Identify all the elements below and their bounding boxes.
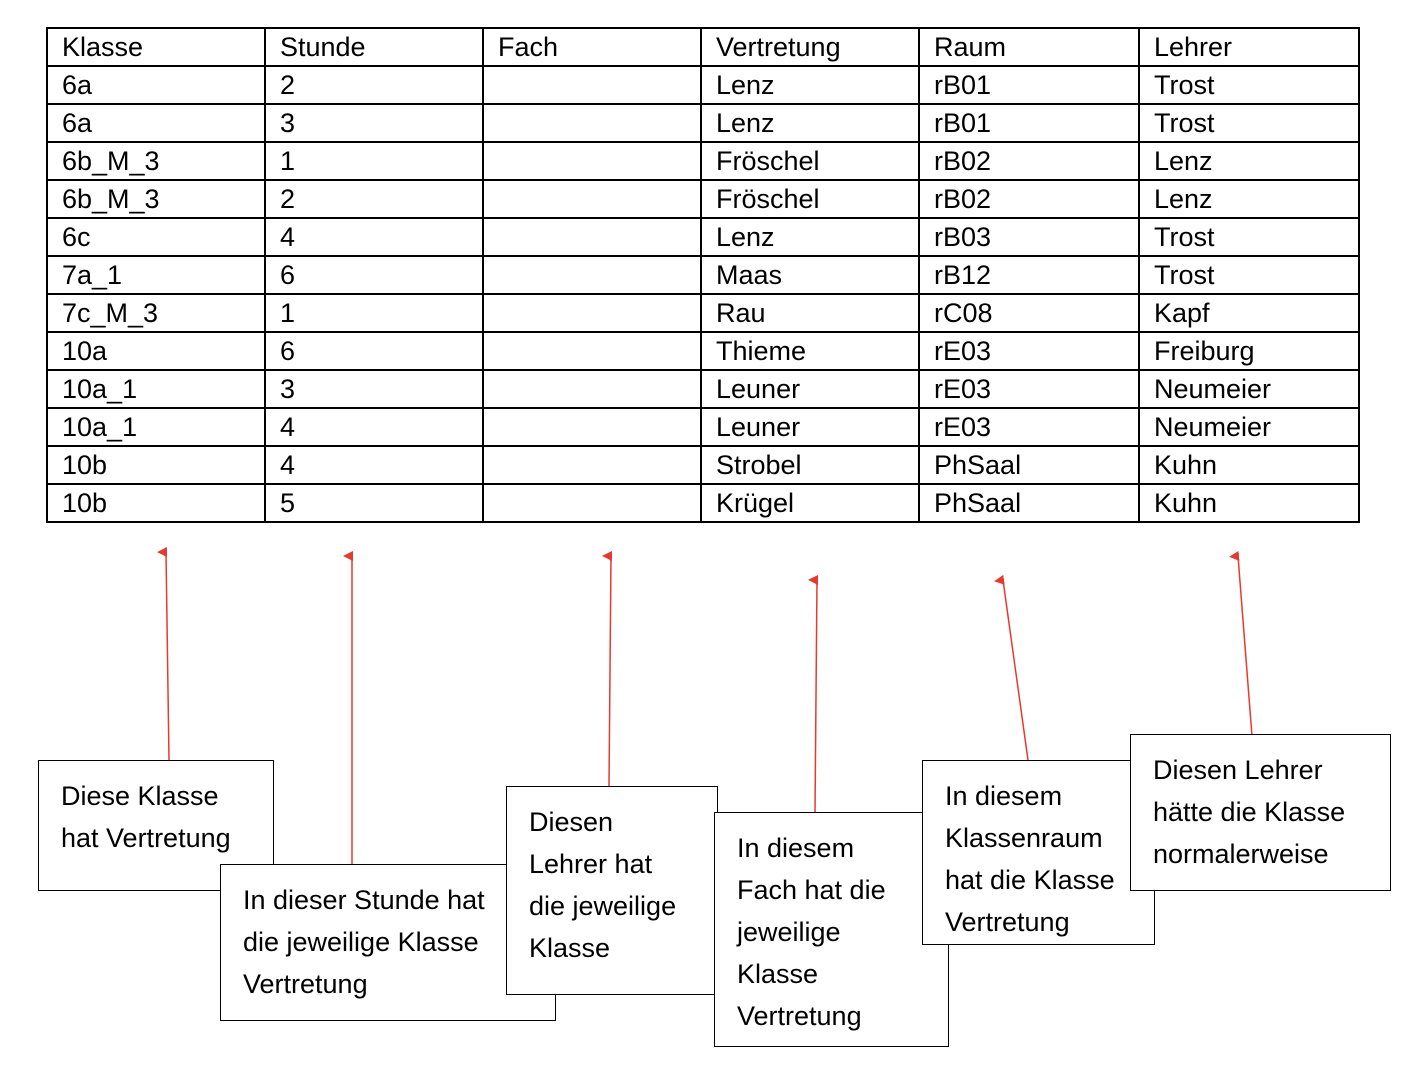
- cell-lehrer: Neumeier: [1139, 408, 1359, 446]
- cell-vertretung: Rau: [701, 294, 919, 332]
- cell-vertretung: Lenz: [701, 66, 919, 104]
- table-row: [47, 142, 1359, 180]
- cell-klasse: 6a: [47, 66, 265, 104]
- table-row: [47, 218, 1359, 256]
- cell-fach: [483, 256, 701, 294]
- cell-vertretung: Fröschel: [701, 142, 919, 180]
- cell-fach: [483, 484, 701, 522]
- cell-vertretung: Leuner: [701, 408, 919, 446]
- cell-fach: [483, 218, 701, 256]
- cell-fach: [483, 446, 701, 484]
- cell-lehrer: Trost: [1139, 256, 1359, 294]
- table-row: [47, 446, 1359, 484]
- cell-fach: [483, 180, 701, 218]
- header-fach: Fach: [483, 28, 701, 66]
- cell-raum: rB01: [919, 104, 1139, 142]
- table-row: [47, 370, 1359, 408]
- cell-raum: rB02: [919, 142, 1139, 180]
- cell-fach: [483, 66, 701, 104]
- table-row: [47, 332, 1359, 370]
- header-stunde: Stunde: [265, 28, 483, 66]
- cell-raum: rE03: [919, 408, 1139, 446]
- cell-vertretung: Maas: [701, 256, 919, 294]
- cell-lehrer: Freiburg: [1139, 332, 1359, 370]
- callout-lehrer: Diesen Lehrer hätte die Klasse normalerweise: [1130, 734, 1391, 891]
- cell-klasse: 6a: [47, 104, 265, 142]
- cell-stunde: 2: [265, 180, 483, 218]
- table-header-row: [47, 28, 1359, 66]
- cell-fach: [483, 370, 701, 408]
- cell-raum: rC08: [919, 294, 1139, 332]
- cell-raum: PhSaal: [919, 446, 1139, 484]
- cell-lehrer: Trost: [1139, 104, 1359, 142]
- cell-stunde: 3: [265, 104, 483, 142]
- cell-stunde: 1: [265, 142, 483, 180]
- cell-klasse: 10a: [47, 332, 265, 370]
- cell-lehrer: Trost: [1139, 218, 1359, 256]
- cell-stunde: 2: [265, 66, 483, 104]
- cell-raum: rE03: [919, 332, 1139, 370]
- callout-vertretung: In diesem Fach hat die jeweilige Klasse Vertretung: [714, 812, 949, 1047]
- cell-stunde: 4: [265, 408, 483, 446]
- cell-lehrer: Neumeier: [1139, 370, 1359, 408]
- table-row: [47, 408, 1359, 446]
- header-vertretung: Vertretung: [701, 28, 919, 66]
- arrow-klasse: [166, 552, 169, 760]
- cell-raum: rB02: [919, 180, 1139, 218]
- cell-fach: [483, 104, 701, 142]
- cell-klasse: 10a_1: [47, 370, 265, 408]
- table-row: [47, 104, 1359, 142]
- cell-vertretung: Fröschel: [701, 180, 919, 218]
- cell-klasse: 10b: [47, 484, 265, 522]
- cell-vertretung: Lenz: [701, 104, 919, 142]
- table-row: [47, 256, 1359, 294]
- cell-klasse: 10b: [47, 446, 265, 484]
- cell-stunde: 1: [265, 294, 483, 332]
- cell-vertretung: Thieme: [701, 332, 919, 370]
- cell-stunde: 3: [265, 370, 483, 408]
- cell-lehrer: Lenz: [1139, 142, 1359, 180]
- cell-lehrer: Kuhn: [1139, 446, 1359, 484]
- callout-fach: Diesen Lehrer hat die jeweilige Klasse: [506, 786, 718, 995]
- header-lehrer: Lehrer: [1139, 28, 1359, 66]
- arrow-raum: [1003, 580, 1028, 760]
- callout-klasse: Diese Klasse hat Vertretung: [38, 760, 274, 891]
- cell-stunde: 4: [265, 218, 483, 256]
- cell-raum: PhSaal: [919, 484, 1139, 522]
- cell-stunde: 6: [265, 256, 483, 294]
- cell-klasse: 6c: [47, 218, 265, 256]
- table-row: [47, 66, 1359, 104]
- table-body: [47, 66, 1359, 522]
- cell-lehrer: Trost: [1139, 66, 1359, 104]
- cell-raum: rE03: [919, 370, 1139, 408]
- header-klasse: Klasse: [47, 28, 265, 66]
- cell-vertretung: Strobel: [701, 446, 919, 484]
- cell-fach: [483, 142, 701, 180]
- cell-fach: [483, 294, 701, 332]
- cell-stunde: 5: [265, 484, 483, 522]
- cell-raum: rB03: [919, 218, 1139, 256]
- cell-raum: rB12: [919, 256, 1139, 294]
- arrow-vertretung: [815, 580, 817, 812]
- cell-stunde: 4: [265, 446, 483, 484]
- header-raum: Raum: [919, 28, 1139, 66]
- cell-stunde: 6: [265, 332, 483, 370]
- table-row: [47, 180, 1359, 218]
- cell-fach: [483, 332, 701, 370]
- callout-raum: In diesem Klassenraum hat die Klasse Vertretung: [922, 760, 1155, 945]
- callout-stunde: In dieser Stunde hat die jeweilige Klasse Vertretung: [220, 864, 556, 1021]
- cell-lehrer: Lenz: [1139, 180, 1359, 218]
- cell-vertretung: Krügel: [701, 484, 919, 522]
- table-row: [47, 294, 1359, 332]
- cell-raum: rB01: [919, 66, 1139, 104]
- cell-vertretung: Lenz: [701, 218, 919, 256]
- table-row: [47, 484, 1359, 522]
- cell-klasse: 7c_M_3: [47, 294, 265, 332]
- cell-klasse: 6b_M_3: [47, 180, 265, 218]
- cell-klasse: 10a_1: [47, 408, 265, 446]
- arrow-fach: [609, 556, 611, 786]
- cell-klasse: 6b_M_3: [47, 142, 265, 180]
- substitution-table: [46, 27, 1360, 523]
- cell-lehrer: Kapf: [1139, 294, 1359, 332]
- cell-lehrer: Kuhn: [1139, 484, 1359, 522]
- arrow-lehrer: [1238, 556, 1252, 736]
- cell-fach: [483, 408, 701, 446]
- cell-klasse: 7a_1: [47, 256, 265, 294]
- cell-vertretung: Leuner: [701, 370, 919, 408]
